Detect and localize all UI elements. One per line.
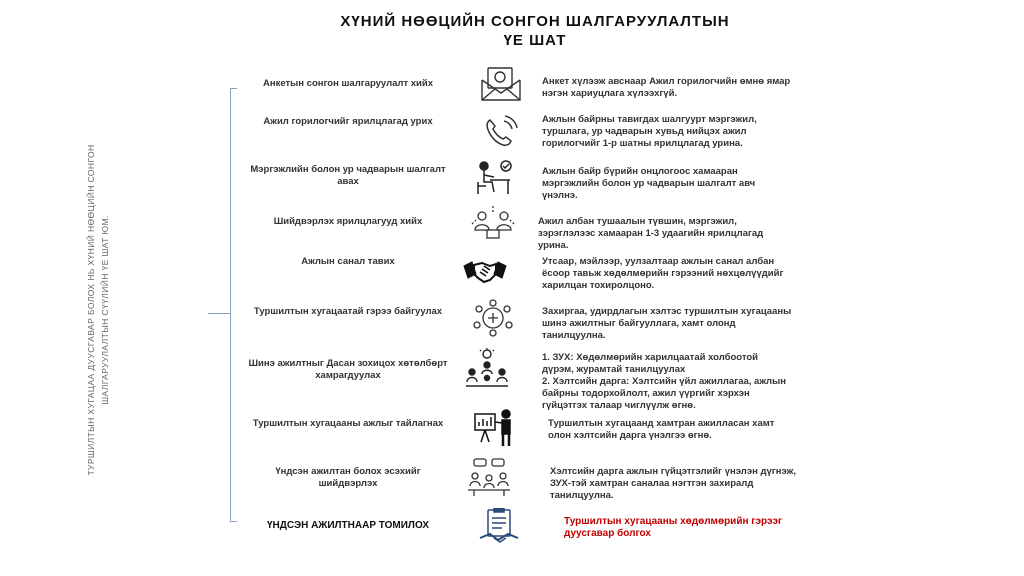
step-10-label: ҮНДСЭН АЖИЛТНААР ТОМИЛОХ bbox=[266, 520, 430, 531]
step-4-label: Шийдвэрлэх ярилцлагууд хийх bbox=[273, 216, 423, 227]
step-9-desc: Хэлтсийн дарга ажлын гүйцэтгэлийг үнэлэн дүгнэж, ЗУХ-тэй хамтран саналаа нэгтгэн захиралд танилцуулна. bbox=[550, 466, 796, 501]
step-2-desc: Ажлын байрны тавигдах шалгуурт мэргэжил, туршлага, ур чадварын хувьд нийцэх ажил горилогчийг 1-р шатны ярилцлагад урина. bbox=[542, 114, 757, 149]
discussion-icon bbox=[466, 458, 512, 498]
step-6-label: Туршилтын хугацаатай гэрээ байгуулах bbox=[253, 306, 443, 317]
person-desk-test-icon bbox=[470, 158, 516, 198]
presentation-icon bbox=[472, 408, 518, 448]
step-2-label: Ажил горилогчийг ярилцлагад урих bbox=[263, 116, 433, 127]
step-1-desc: Анкет хүлээж авснаар Ажил горилогчийн өмнө ямар нэгэн хариуцлага хүлээхгүй. bbox=[542, 76, 791, 99]
step-3-label: Мэргэжлийн болон ур чадварын шалгалт авах bbox=[250, 164, 446, 187]
step-7-label: Шинэ ажилтныг Дасан зохицох хөтөлбөрт хамрагдуулах bbox=[248, 358, 448, 381]
page-title bbox=[300, 12, 770, 50]
side-note-line-1: ТУРШИЛТЫН ХУГАЦАА ДУУСГАВАР БОЛОХ НЬ ХҮНИЙ НӨӨЦИЙН СОНГОН bbox=[86, 144, 96, 476]
step-7-desc: 1. ЗУХ: Хөдөлмөрийн харилцаатай холбоотой дүрэм, журамтай танилцуулах 2. Хэлтсийн дарга: Хэлтсийн үйл ажиллагаа, ажлын байрны тодорхойлолт, ажил үүргийг хэрхэн гүйцэтгэх талаар чиглүүлж өгнө. bbox=[542, 352, 786, 411]
step-1-label: Анкетын сонгон шалгаруулалт хийх bbox=[263, 78, 433, 89]
title-line-2: ҮЕ ШАТ bbox=[503, 32, 567, 49]
step-6-desc: Захиргаа, удирдлагын хэлтэс туршилтын хугацааны шинэ ажилтныг байгууллага, хамт олонд танилцуулна. bbox=[542, 306, 792, 341]
step-5-desc: Утсаар, мэйлээр, уулзалтаар ажлын санал албан ёсоор тавьж хөдөлмөрийн гэрээний нөхцөлүүдийг харилцан тохиролцоно. bbox=[542, 256, 784, 291]
title-line-1: ХҮНИЙ НӨӨЦИЙН СОНГОН ШАЛГАРУУЛАЛТЫН bbox=[340, 13, 730, 30]
envelope-document-icon bbox=[478, 64, 524, 104]
contract-handshake-icon bbox=[476, 508, 522, 548]
training-group-icon bbox=[464, 348, 510, 388]
side-note bbox=[84, 100, 112, 520]
step-8-label: Туршилтын хугацааны ажлыг тайлагнах bbox=[252, 418, 444, 429]
step-5-label: Ажлын санал тавих bbox=[301, 256, 395, 267]
bracket-tick bbox=[208, 313, 230, 314]
team-meeting-icon bbox=[470, 298, 516, 338]
phone-call-icon bbox=[478, 112, 524, 152]
step-9-label: Үндсэн ажилтан болох эсэхийг шийдвэрлэх bbox=[275, 466, 421, 489]
step-4-desc: Ажил албан тушаалын түвшин, мэргэжил, зэрэглэлээс хамааран 1-3 удаагийн ярилцлагад урина. bbox=[538, 216, 764, 251]
step-8-desc: Туршилтын хугацаанд хамтран ажилласан хамт олон хэлтсийн дарга үнэлгээ өгнө. bbox=[548, 418, 775, 441]
side-note-line-2: ШАЛГАРУУЛАЛТЫН СҮҮЛИЙН ҮЕ ШАТ ЮМ. bbox=[100, 215, 110, 405]
interview-icon bbox=[470, 204, 516, 244]
step-10-desc: Туршилтын хугацааны хөдөлмөрийн гэрээг дуусгавар болгох bbox=[564, 516, 783, 539]
handshake-icon bbox=[462, 252, 508, 292]
bracket-line bbox=[230, 88, 237, 522]
step-3-desc: Ажлын байр бүрийн онцлогоос хамааран мэргэжлийн болон ур чадварын шалгалт авч үнэлнэ. bbox=[542, 166, 756, 201]
